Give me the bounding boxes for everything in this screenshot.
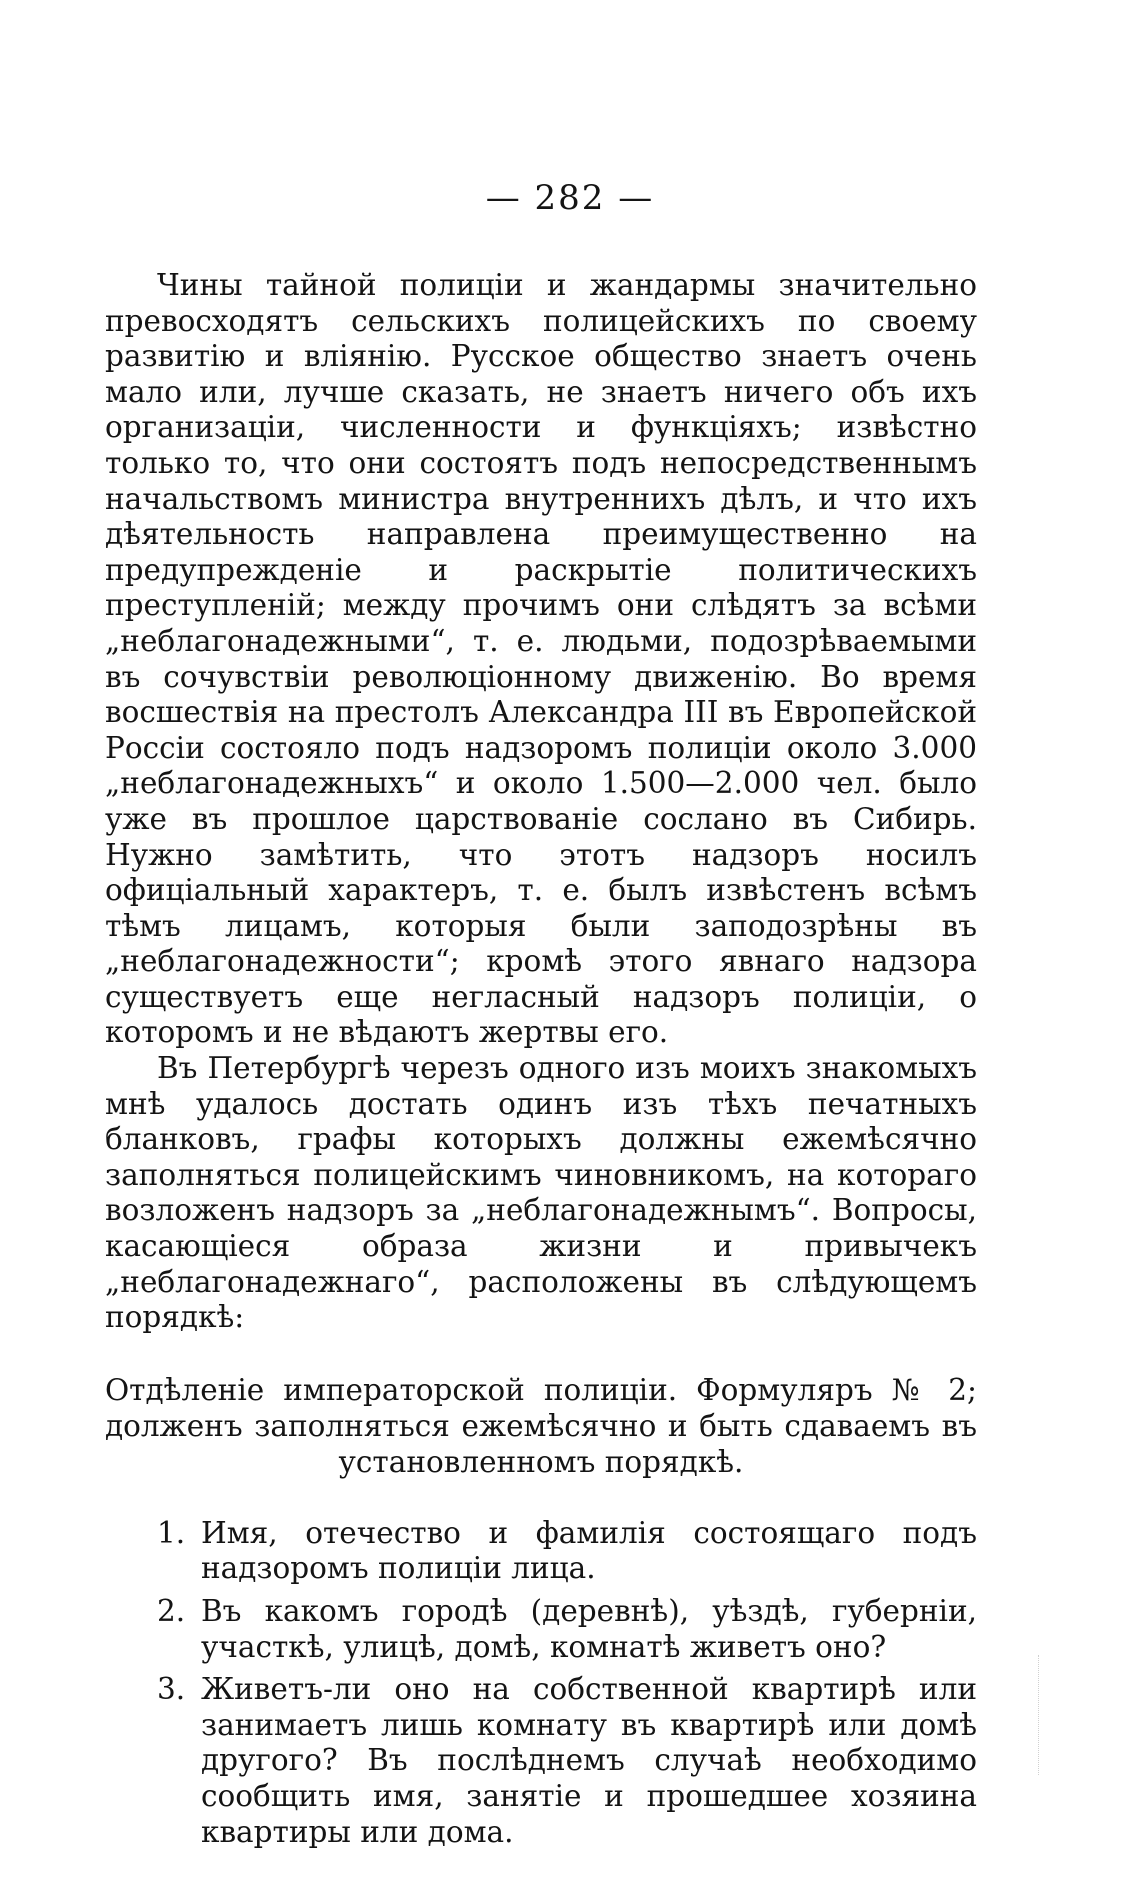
- list-item: [105, 1672, 977, 1850]
- list-item-number: 2.: [157, 1594, 186, 1628]
- list-item: [105, 1516, 977, 1587]
- page-body: [105, 268, 977, 1857]
- page-number: — 282 —: [485, 178, 655, 218]
- paragraph-secret-police: Чины тайной полиціи и жандармы значительно превосходятъ сельскихъ полицейскихъ по своему развитію и вліянію. Русское общество знаетъ очень мало или, лучше сказать, не знаетъ ничего объ ихъ организаціи, численности и функціяхъ; извѣстно только то, что они состоятъ подъ непосредственнымъ начальствомъ министра внутреннихъ дѣлъ, и что ихъ дѣятельность направлена преимущественно на предупрежденіе и раскрытіе политическихъ преступленій; между прочимъ они слѣдятъ за всѣми „неблагонадежными“, т. е. людьми, подозрѣваемыми въ сочувствіи революціонному движенію. Во время восшествія на престолъ Александра III въ Европейской Россіи состояло подъ надзоромъ полиціи около 3.000 „неблагонадежныхъ“ и около 1.500—2.000 чел. было уже въ прошлое царствованіе сослано въ Сибирь. Нужно замѣтить, что этотъ надзоръ носилъ офиціальный характеръ, т. е. былъ извѣстенъ всѣмъ тѣмъ лицамъ, которыя были заподозрѣны въ „неблагонадежности“; кромѣ этого явнаго надзора существуетъ еще негласный надзоръ полиціи, о которомъ и не вѣдаютъ жертвы его.: [105, 268, 977, 1050]
- list-item-text: Въ какомъ городѣ (деревнѣ), уѣздѣ, губерніи, участкѣ, улицѣ, домѣ, комнатѣ живетъ оно?: [201, 1594, 977, 1664]
- questions-list: [105, 1516, 977, 1850]
- paragraph-petersburg-form: Въ Петербургѣ черезъ одного изъ моихъ знакомыхъ мнѣ удалось достать одинъ изъ тѣхъ печатныхъ бланковъ, графы которыхъ должны ежемѣсячно заполняться полицейскимъ чиновникомъ, на котораго возложенъ надзоръ за „неблагонадежнымъ“. Вопросы, касающіеся образа жизни и привычекъ „неблагонадежнаго“, расположены въ слѣдующемъ порядкѣ:: [105, 1051, 977, 1335]
- list-item: [105, 1594, 977, 1665]
- form-heading: Отдѣленіе императорской полиціи. Формуляръ № 2; долженъ заполняться ежемѣсячно и быть сдаваемъ въ установленномъ порядкѣ.: [105, 1372, 977, 1479]
- list-item-text: Имя, отечество и фамилія состоящаго подъ надзоромъ полиціи лица.: [201, 1515, 977, 1586]
- list-item-number: 3.: [157, 1672, 186, 1707]
- list-item-text: Живетъ-ли оно на собственной квартирѣ или занимаетъ лишь комнату въ квартирѣ или домѣ другого? Въ послѣднемъ случаѣ необходимо сообщить имя, занятіе и прошедшее хозяина квартиры или дома.: [201, 1672, 977, 1849]
- scan-margin-noise: [1038, 1655, 1053, 1775]
- list-item-number: 1.: [157, 1515, 186, 1550]
